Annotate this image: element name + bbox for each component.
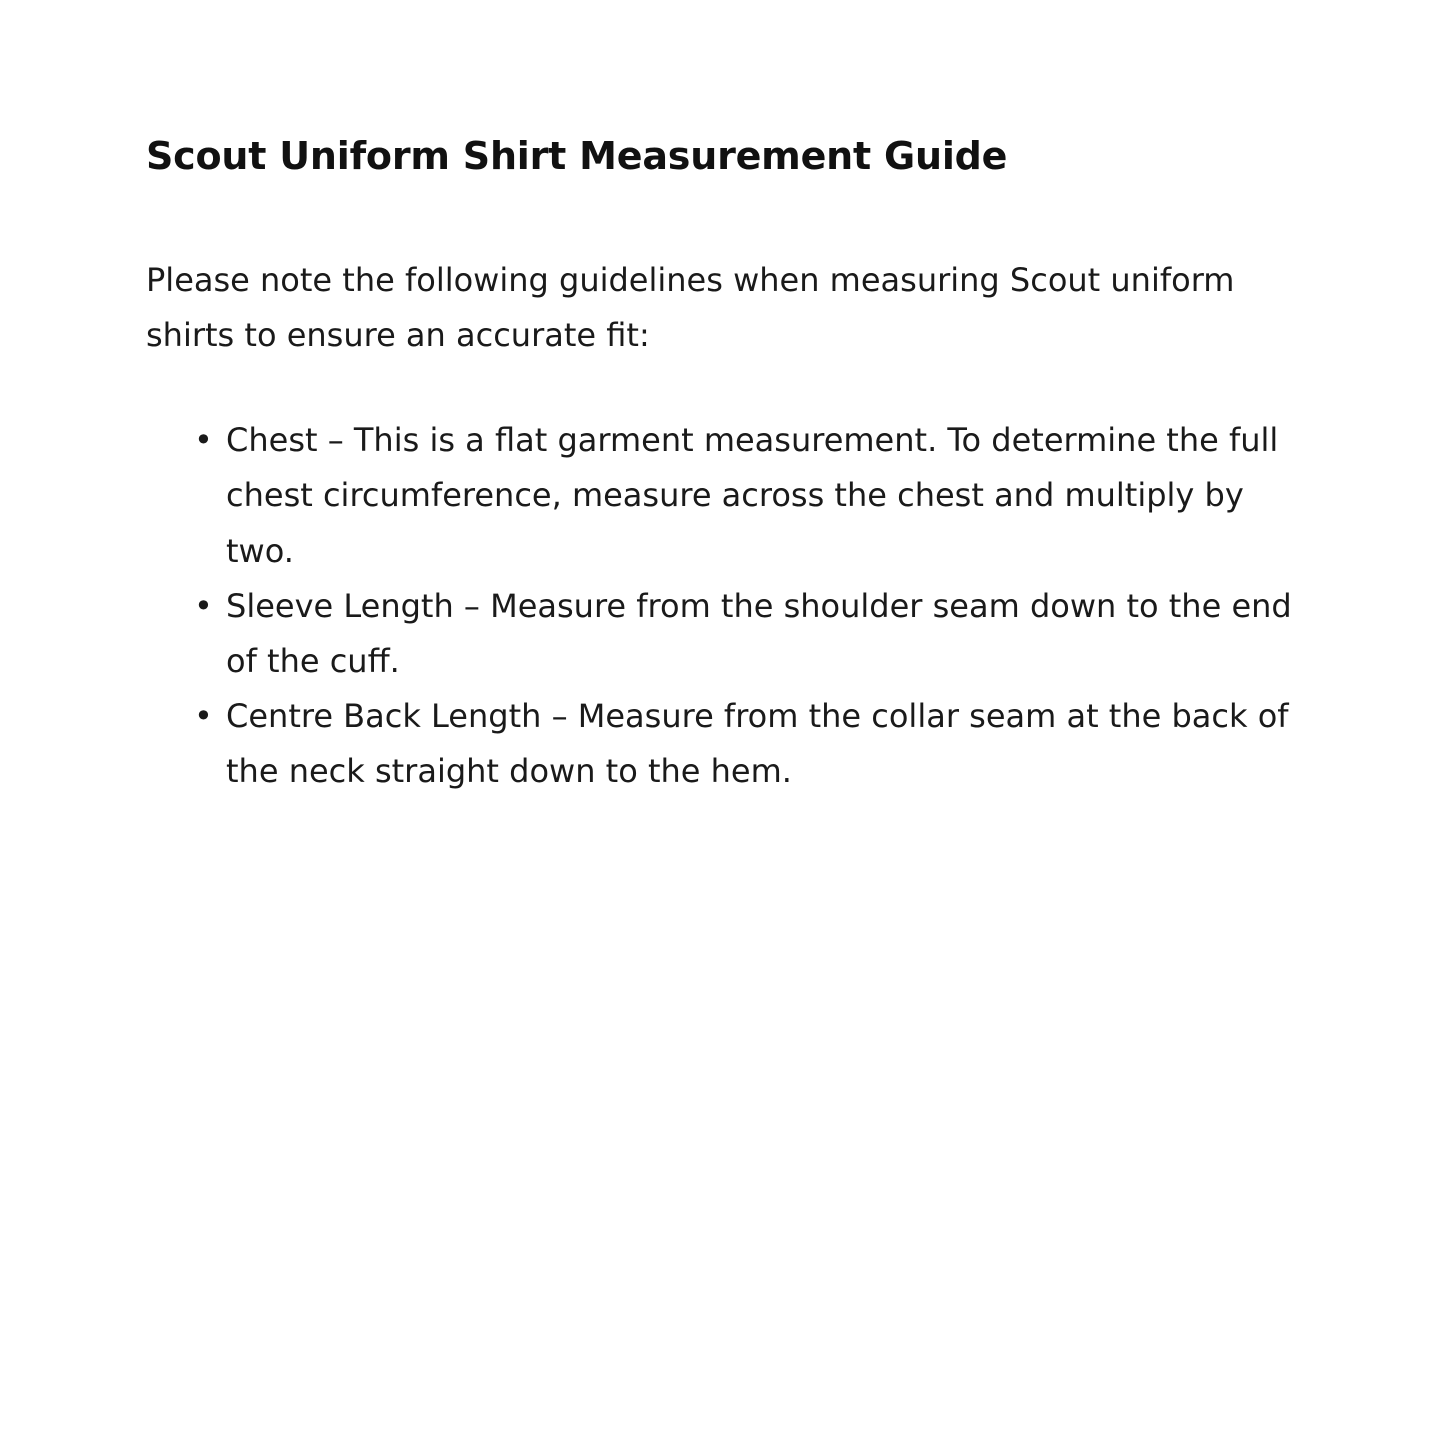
- page-title: Scout Uniform Shirt Measurement Guide: [146, 134, 1008, 178]
- guidelines-list: [146, 413, 1297, 798]
- intro-paragraph: Please note the following guidelines when measuring Scout uniform shirts to ensure an accurate fit:: [146, 261, 1235, 355]
- list-item: [186, 579, 1297, 689]
- list-item: [186, 689, 1297, 799]
- list-item: [186, 413, 1297, 578]
- bullet-icon: •: [194, 696, 213, 735]
- bullet-icon: •: [194, 421, 213, 460]
- list-item-text: Chest – This is a flat garment measurement. To determine the full chest circumference, measure across the chest and multiply by two.: [226, 421, 1279, 570]
- list-item-text: Centre Back Length – Measure from the collar seam at the back of the neck straight down to the hem.: [226, 696, 1289, 790]
- bullet-icon: •: [194, 586, 213, 625]
- list-item-text: Sleeve Length – Measure from the shoulder seam down to the end of the cuff.: [226, 586, 1292, 680]
